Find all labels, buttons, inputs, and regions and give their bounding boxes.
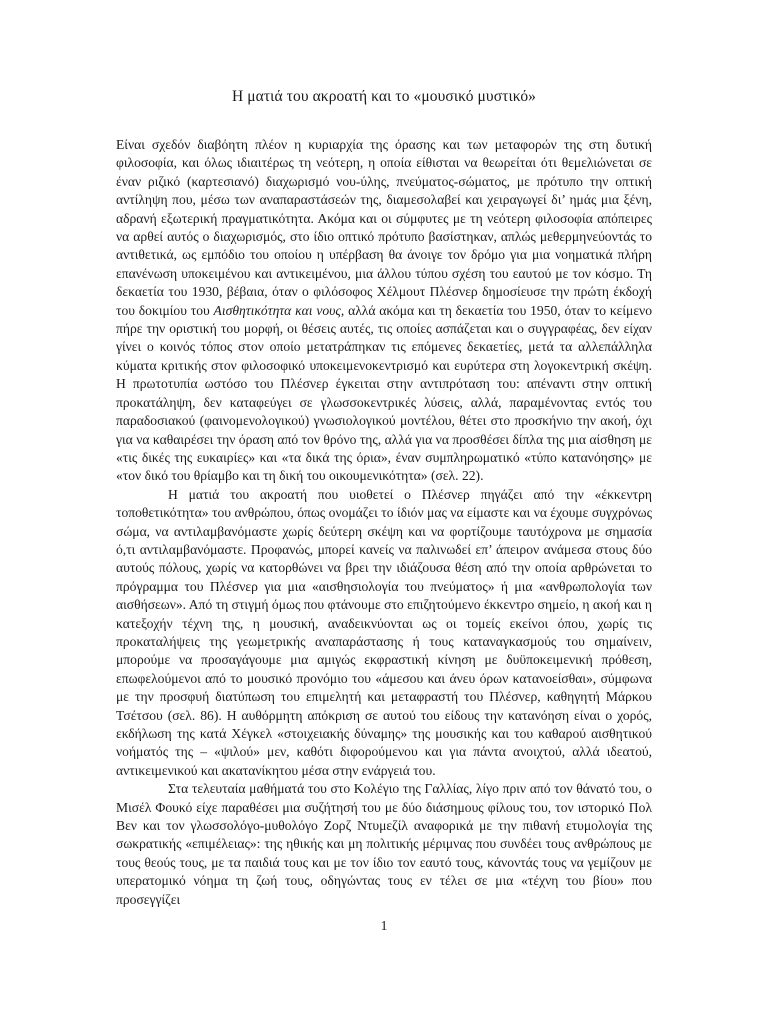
body-paragraph — [116, 486, 652, 781]
document-body — [116, 136, 652, 909]
document-title: Η ματιά του ακροατή και το «μουσικό μυστικό» — [231, 88, 537, 105]
body-paragraph — [116, 780, 652, 909]
page-number: 1 — [380, 918, 388, 933]
paragraph-text: Είναι σχεδόν διαβόητη πλέον η κυριαρχία της όρασης και των μεταφορών της στη δυτική φιλοσοφία, και όλως ιδιαιτέρως τη νεότερη, η οποία είθισται να θεωρείται ότι θεμελιώνεται σε έναν ριζικό (καρτεσιανό) διαχωρισμό νου-ύλης, πνεύματος-σώματος, με πρότυπο την οπτική αντίληψη που, μέσω των αναπαραστάσεών της, διαμεσολαβεί και χειραγωγεί δι’ ημάς μια ξένη, αδρανή εξωτερική πραγματικότητα. Ακόμα και οι σύμφυτες με τη νεότερη φιλοσοφία απόπειρες να αρθεί αυτός ο διαχωρισμός, στο ίδιο οπτικό πρότυπο βασίστηκαν, απλώς μεθερμηνεύοντάς το αντιθετικά, ως εμπόδιο του οποίου η υπέρβαση θα άνοιγε τον δρόμο για μια νοηματικά πλήρη επανένωση υποκειμένου και αντικειμένου, μια άλλου τύπου σχέση του εαυτού με τον κόσμο. Τη δεκαετία του 1930, βέβαια, όταν ο φιλόσοφος Χέλμουτ Πλέσνερ δημοσίευσε την πρώτη έκδοχή του δοκιμίου του — [116, 137, 652, 318]
paragraph-text: Στα τελευταία μαθήματά του στο Κολέγιο της Γαλλίας, λίγο πριν από τον θάνατό του, ο Μισέλ Φουκό είχε παραθέσει μια συζήτησή του με δύο διάσημους φίλους του, τον ιστορικό Πολ Βεν και τον γλωσσολόγο-μυθολόγο Ζορζ Ντυμεζίλ αναφορικά με την πιθανή ετυμολογία της σωκρατικής «επιμέλειας»: της ηθικής και μη πολιτικής μέριμνας που συνδέει τους ανθρώπους με τους θεούς τους, με τα παιδιά τους και με τον ίδιο τον εαυτό τους, κάνοντάς τους να γεμίζουν με υπερατομικό νόημα τη ζωή τους, οδηγώντας τους εν τέλει σε μια «τέχνη του βίου» που προσεγγίζει — [116, 781, 652, 907]
book-title-italic: Αισθητικότητα και νους — [213, 302, 341, 318]
body-paragraph — [116, 136, 652, 486]
paragraph-text: Η ματιά του ακροατή που υιοθετεί ο Πλέσνερ πηγάζει από την «έκκεντρη τοποθετικότητα» του ανθρώπου, όπως ονομάζει το ίδιόν μας να είμαστε και να έχουμε συγχρόνως σώμα, να αντιλαμβανόμαστε χωρίς δεύτερη σκέψη και να φορτίζουμε ταυτόχρονα με σημασία ό,τι αντιλαμβανόμαστε. Προφανώς, μπορεί κανείς να παλινωδεί επ’ άπειρον ανάμεσα στους δύο αυτούς πόλους, χωρίς να κατορθώνει να βρει την ιδιάζουσα θέση από την οποία αρθρώνεται το πρόγραμμα του Πλέσνερ για μια «αισθησιολογία του πνεύματος» ή μια «ανθρωπολογία των αισθήσεων». Από τη στιγμή όμως που φτάνουμε στο επιζητούμενο έκκεντρο σημείο, η ακοή και η κατεξοχήν τέχνη της, η μουσική, αναδεικνύονται ως οι τομείς εκείνοι όπου, χωρίς τις προκαταλήψεις της γεωμετρικής αναπαράστασης ή τους καταναγκασμούς του σημαίνειν, μπορούμε να προσαγάγουμε μια αμιγώς εκφραστική κίνηση με δυϋποκειμενική πρόθεση, επωφελούμενοι από το μουσικό προνόμιο του «άμεσου και άνευ όρων κατανοείσθαι», σύμφωνα με την προσφυή διατύπωση του επιμελητή και μεταφραστή του Πλέσνερ, καθηγητή Μάρκου Τσέτσου (σελ. 86). Η αυθόρμητη απόκριση σε αυτού του είδους την κατανόηση είναι ο χορός, εκδήλωση της κατά Χέγκελ «στοιχειακής δύναμης» της μουσικής και του καθαρού αισθητικού νοήματός της – «ψιλού» μεν, καθότι διφορούμενου και για πάντα ανοιχτού, αλλά ιδεατού, αντικειμενικού και ακατανίκητου μέσα στην ενάργειά του. — [116, 486, 652, 778]
paragraph-text: , αλλά ακόμα και τη δεκαετία του 1950, όταν το κείμενο πήρε την οριστική του μορφή, οι θέσεις αυτές, τις οποίες ασπάζεται και ο συγγραφέας, δεν είχαν γίνει ο κοινός τόπος στον οποίο μετατράπηκαν τις επόμενες δεκαετίες, μετά τα αλλεπάλληλα κύματα κριτικής στον φιλοσοφικό υποκειμενοκεντρισμό και ευρύτερα στη λογοκεντρική σκέψη. Η πρωτοτυπία ωστόσο του Πλέσνερ έγκειται στην αντιπρόταση του: απέναντι στην οπτική προκατάληψη, δεν καταφεύγει σε γλωσσοκεντρικές λύσεις, αλλά, παραμένοντας εντός του παραδοσιακού (φαινομενολογικού) γνωσιολογικού μοντέλου, θέτει στο προσκήνιο την ακοή, όχι για να καθαιρέσει την όραση από τον θρόνο της, αλλά για να προσθέσει δίπλα της μια αίσθηση με «τις δικές της ευκαιρίες» και «τα δικά της όρια», έναν συμπληρωματικό «τύπο κατανόησης» με «τον δικό του θρίαμβο και τη δική του οικουμενικότητα» (σελ. 22). — [116, 302, 652, 484]
